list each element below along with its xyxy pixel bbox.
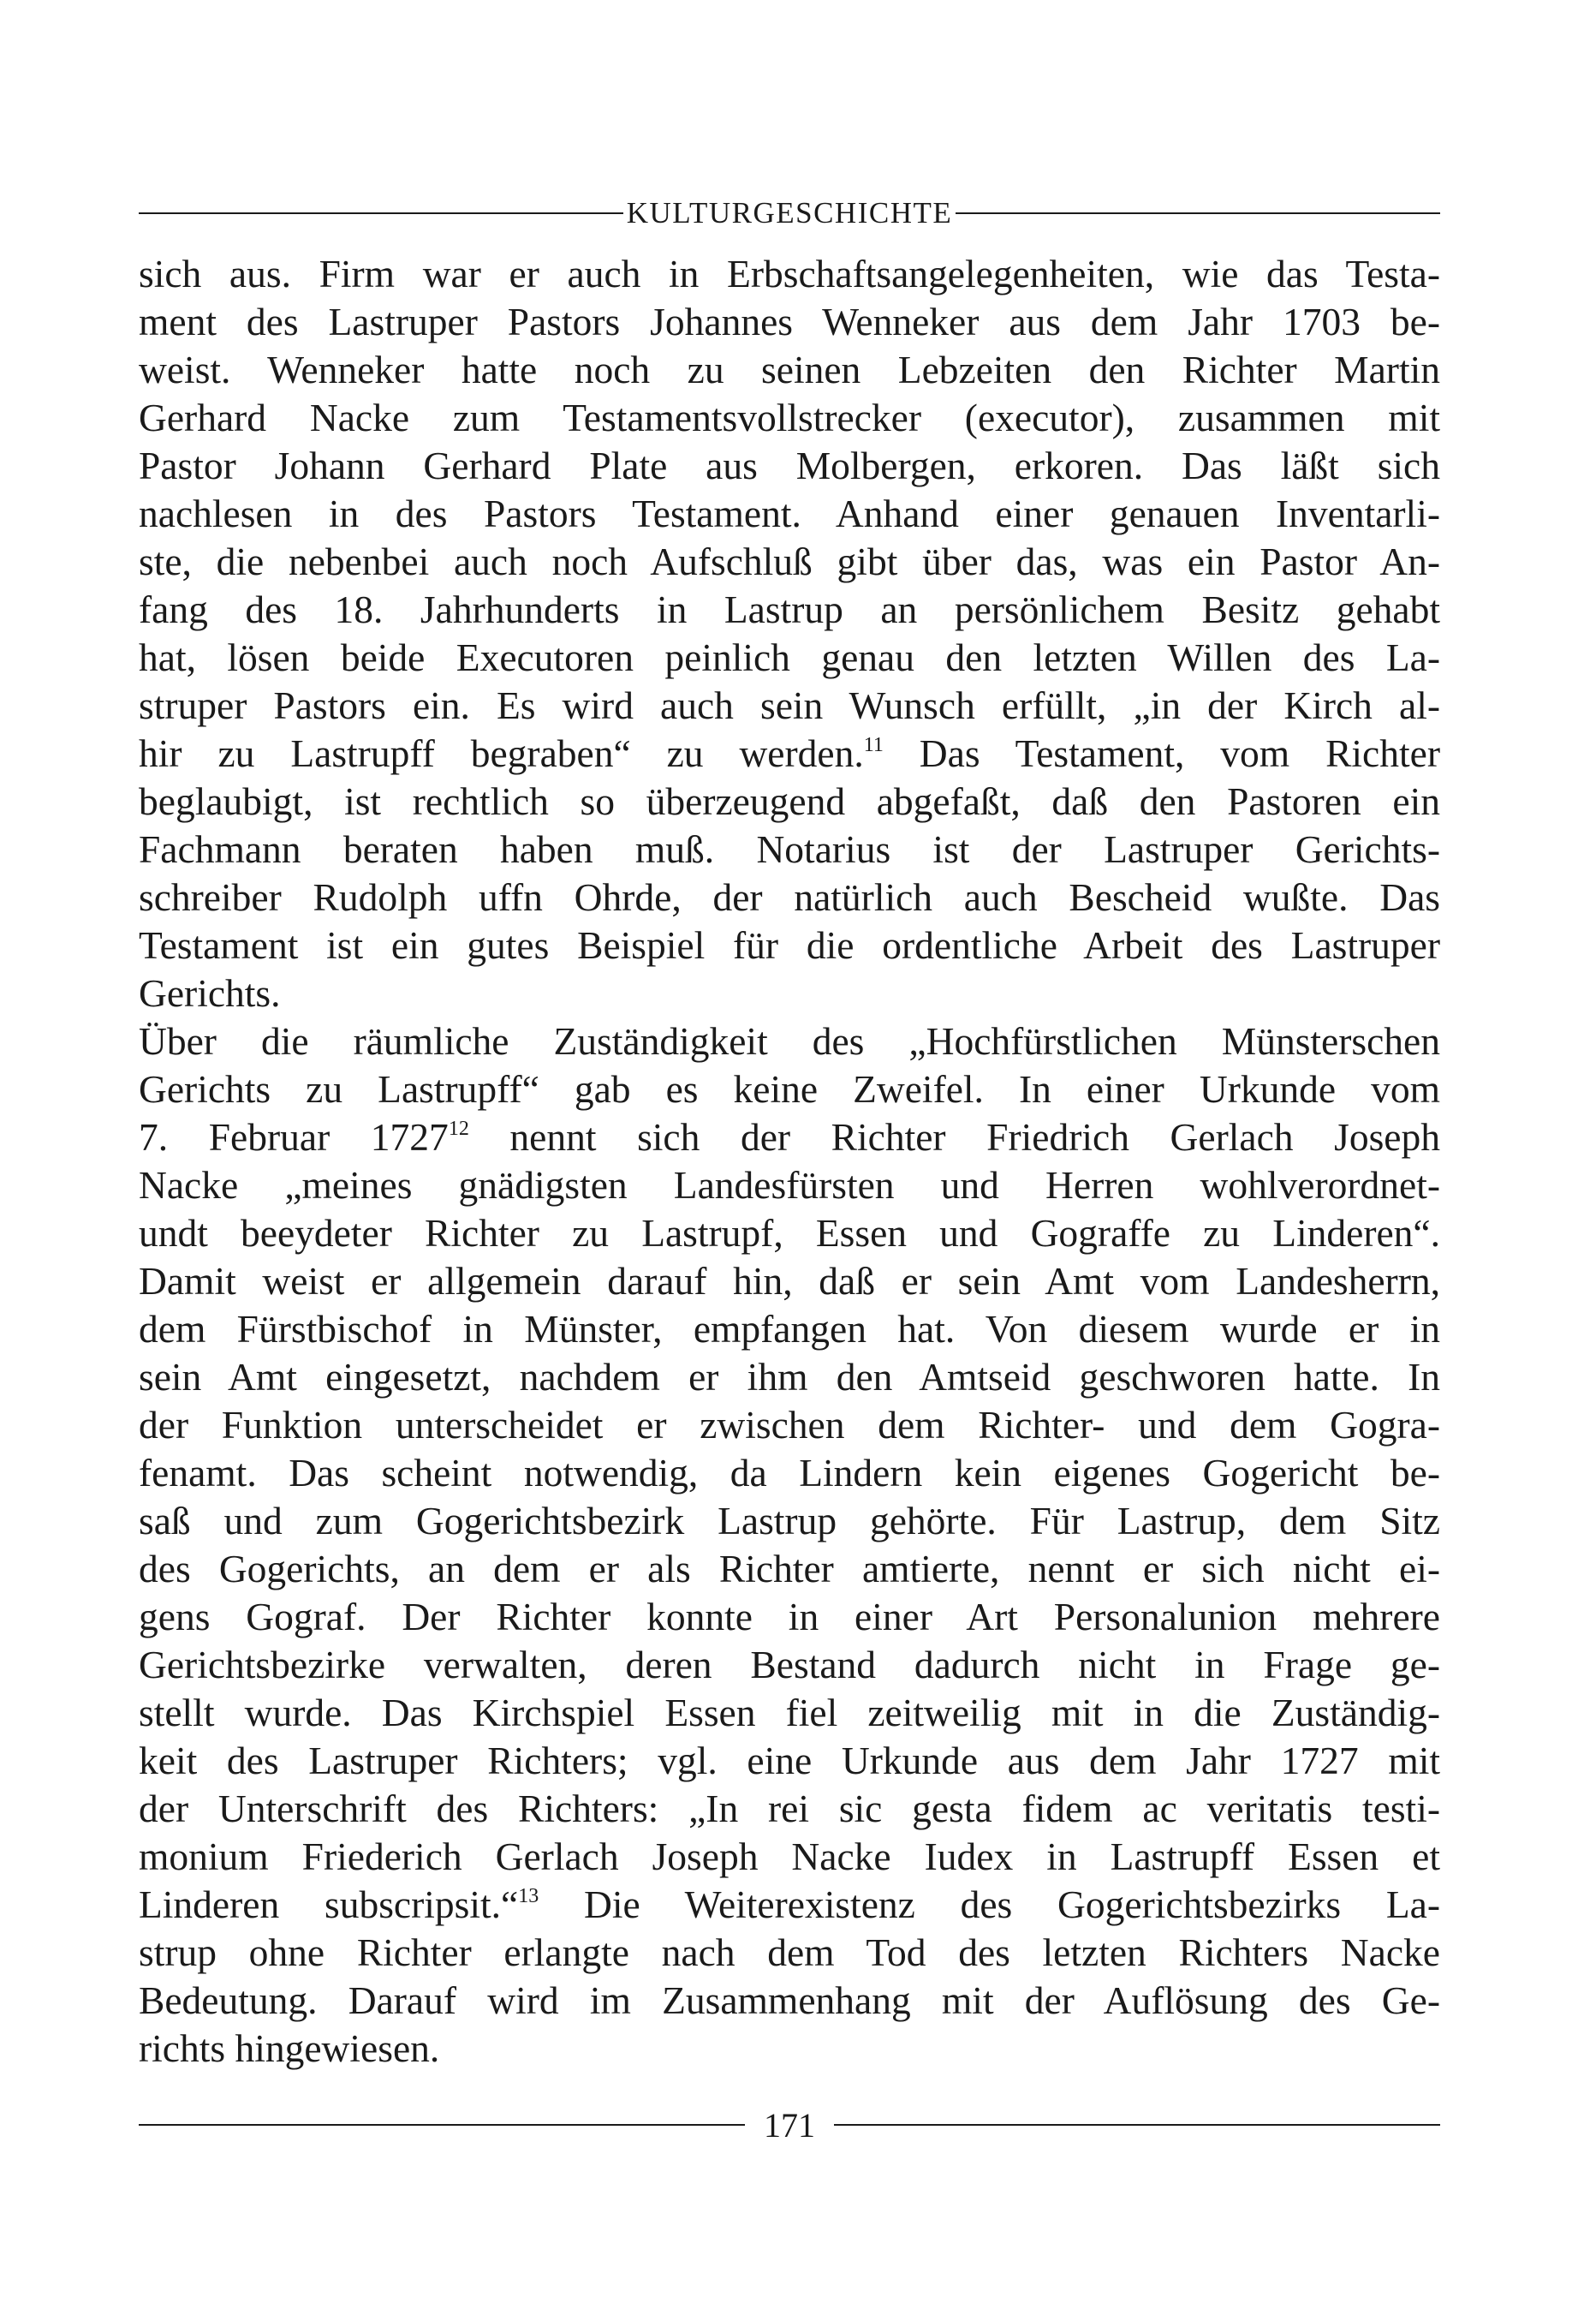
line-text: hir zu Lastrupff begraben“ zu werden. [139,731,864,775]
line-text: Pastor Johann Gerhard Plate aus Molbergen, erkoren. Das läßt sich [139,444,1440,487]
text-line [139,922,1440,970]
line-text: ment des Lastruper Pastors Johannes Wenneker aus dem Jahr 1703 be- [139,300,1440,343]
line-text: Damit weist er allgemein darauf hin, daß er sein Amt vom Landesherrn, [139,1259,1440,1303]
text-line [139,874,1440,922]
text-line [139,1305,1440,1353]
text-line [139,730,1440,778]
line-text: der Unterschrift des Richters: „In rei sic gesta fidem ac veritatis testi- [139,1787,1440,1830]
text-line [139,1401,1440,1449]
text-line [139,1881,1440,1929]
text-line [139,1113,1440,1161]
line-text: struper Pastors ein. Es wird auch sein Wunsch erfüllt, „in der Kirch al- [139,683,1440,727]
text-line [139,538,1440,586]
line-text: Gerichtsbezirke verwalten, deren Bestand dadurch nicht in Frage ge- [139,1643,1440,1686]
line-text: Nacke „meines gnädigsten Landesfürsten und Herren wohlverordnet- [139,1163,1440,1207]
section-title: KULTURGESCHICHTE [626,196,953,230]
line-text: schreiber Rudolph uffn Ohrde, der natürlich auch Bescheid wußte. Das [139,875,1440,919]
text-line [139,1161,1440,1209]
text-line [139,1017,1440,1065]
line-text: Gerhard Nacke zum Testamentsvollstrecker (executor), zusammen mit [139,396,1440,439]
running-header [139,192,1440,235]
text-line [139,250,1440,298]
text-line [139,1737,1440,1785]
text-line [139,1833,1440,1881]
text-line [139,1065,1440,1113]
text-line [139,1353,1440,1401]
text-line [139,394,1440,442]
line-text: des Gogerichts, an dem er als Richter amtierte, nennt er sich nicht ei- [139,1547,1440,1590]
text-line [139,778,1440,826]
line-text: weist. Wenneker hatte noch zu seinen Lebzeiten den Richter Martin [139,348,1440,391]
text-line [139,1785,1440,1833]
paragraph [139,1017,1440,2073]
text-line [139,1257,1440,1305]
line-text: strup ohne Richter erlangte nach dem Tod des letzten Richters Nacke [139,1930,1440,1974]
text-line [139,1641,1440,1689]
line-text: 7. Februar 1727 [139,1115,449,1159]
line-text: Bedeutung. Darauf wird im Zusammenhang mit der Auflösung des Ge- [139,1978,1440,2022]
text-line [139,1977,1440,2025]
line-text: fenamt. Das scheint notwendig, da Lindern kein eigenes Gogericht be- [139,1451,1440,1495]
text-line [139,1593,1440,1641]
line-text: sich aus. Firm war er auch in Erbschaftsangelegenheiten, wie das Testa- [139,252,1440,295]
line-text: sein Amt eingesetzt, nachdem er ihm den Amtseid geschworen hatte. In [139,1355,1440,1399]
text-line [139,1497,1440,1545]
line-text: ste, die nebenbei auch noch Aufschluß gibt über das, was ein Pastor An- [139,540,1440,583]
page-number: 171 [764,2105,815,2145]
line-text: monium Friederich Gerlach Joseph Nacke Iudex in Lastrupff Essen et [139,1835,1440,1878]
line-text: Testament ist ein gutes Beispiel für die ordentliche Arbeit des Lastruper [139,923,1440,967]
line-text: Fachmann beraten haben muß. Notarius ist der Lastruper Gerichts- [139,827,1440,871]
text-line [139,970,1440,1017]
paragraph [139,250,1440,1017]
footnote-marker: 11 [863,734,884,756]
header-rule-right [956,212,1440,214]
line-text: stellt wurde. Das Kirchspiel Essen fiel zeitweilig mit in die Zuständig- [139,1691,1440,1734]
footer-rule-right [834,2124,1440,2126]
line-text-after: Die Weiterexistenz des Gogerichtsbezirks La- [539,1882,1440,1926]
text-line [139,1209,1440,1257]
line-text: der Funktion unterscheidet er zwischen dem Richter- und dem Gogra- [139,1403,1440,1447]
text-line [139,442,1440,490]
line-text: nachlesen in des Pastors Testament. Anhand einer genauen Inventarli- [139,492,1440,535]
text-line [139,682,1440,730]
header-rule-left [139,212,623,214]
text-line [139,634,1440,682]
text-line [139,490,1440,538]
line-text: beglaubigt, ist rechtlich so überzeugend abgefaßt, daß den Pastoren ein [139,779,1440,823]
line-text-after: Das Testament, vom Richter [883,731,1440,775]
line-text: Linderen subscripsit.“ [139,1882,519,1926]
text-line [139,1449,1440,1497]
body-text [139,250,1440,2073]
line-text: Gerichts. [139,971,281,1015]
text-line [139,346,1440,394]
line-text: hat, lösen beide Executoren peinlich genau den letzten Willen des La- [139,635,1440,679]
line-text: fang des 18. Jahrhunderts in Lastrup an persönlichem Besitz gehabt [139,588,1440,631]
text-line [139,2025,1440,2073]
line-text: gens Gograf. Der Richter konnte in einer Art Personalunion mehrere [139,1595,1440,1638]
text-line [139,826,1440,874]
text-line [139,586,1440,634]
text-line [139,1929,1440,1977]
line-text: dem Fürstbischof in Münster, empfangen hat. Von diesem wurde er in [139,1307,1440,1351]
footnote-marker: 13 [518,1885,539,1907]
line-text-after: nennt sich der Richter Friedrich Gerlach Joseph [468,1115,1440,1159]
text-line [139,298,1440,346]
line-text: saß und zum Gogerichtsbezirk Lastrup gehörte. Für Lastrup, dem Sitz [139,1499,1440,1542]
footnote-marker: 12 [448,1118,469,1140]
text-line [139,1545,1440,1593]
footer-rule-left [139,2124,745,2126]
line-text: Gerichts zu Lastrupff“ gab es keine Zweifel. In einer Urkunde vom [139,1067,1440,1111]
line-text: Über die räumliche Zuständigkeit des „Hochfürstlichen Münsterschen [139,1019,1440,1063]
line-text: undt beeydeter Richter zu Lastrupf, Essen und Gograffe zu Linderen“. [139,1211,1440,1255]
line-text: richts hingewiesen. [139,2026,440,2070]
text-line [139,1689,1440,1737]
line-text: keit des Lastruper Richters; vgl. eine Urkunde aus dem Jahr 1727 mit [139,1739,1440,1782]
page-footer [139,2103,1440,2146]
